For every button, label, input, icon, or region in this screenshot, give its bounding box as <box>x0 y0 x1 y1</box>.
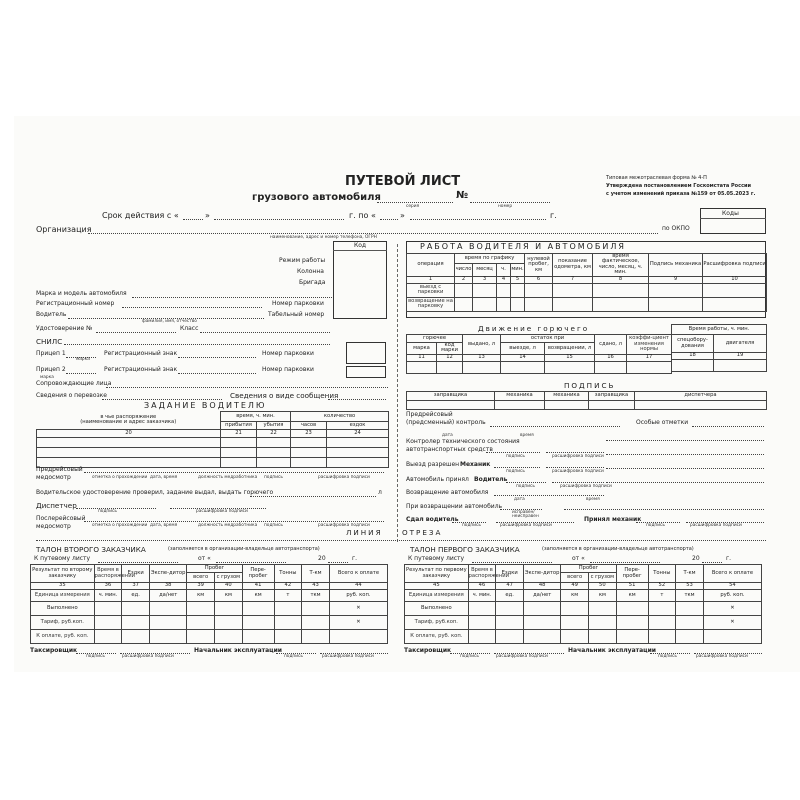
handed-driver-label: Сдал водитель <box>406 516 459 523</box>
trailer1-reg: Регистрационный знак <box>104 350 178 357</box>
signatures-title: ПОДПИСЬ <box>564 381 616 390</box>
escorts-label: Сопровождающие лица <box>36 380 112 387</box>
car-return-label: Возвращение автомобиля <box>406 489 489 496</box>
worktime-row <box>672 360 767 372</box>
coupon-title: ТАЛОН ВТОРОГО ЗАКАЗЧИКА <box>36 545 146 554</box>
form-line-1: Типовая межотраслевая форма № 4-П <box>606 175 707 181</box>
organization-label: Организация <box>36 225 92 234</box>
driver-hint: фамилия, имя, отчество <box>142 319 197 324</box>
fuel-title: Движение горючего <box>478 324 590 333</box>
controller-vehicles: автотранспортных средств <box>406 446 493 453</box>
code-box <box>333 241 387 319</box>
exit-allowed-label: Выезд разрешен <box>406 461 460 468</box>
cut-line-label: ЛИНИЯ <box>346 528 383 537</box>
on-return-label: При возвращении автомобиль <box>406 503 503 510</box>
x-mark-icon: ✕ <box>329 616 387 630</box>
coupon-cashier: Таксировщик <box>30 647 78 654</box>
coupon-table: Результат по второму заказчику Время в распоряжении Ездки Экспе-дитор Пробег Пере-пробег Тонны Т-км Всего к оплате всего с грузом 35 36 37 38 39 40 41 42 43 44 Единица измерения ч. мин. ед. да/нет км км км т ткм руб. коп. Выполнено ✕ Тариф, руб.коп. ✕ К оплате, руб. коп. <box>30 564 388 644</box>
task-row <box>37 458 389 468</box>
pretrip-control: (предсменный) контроль <box>406 419 486 426</box>
postmed-label: Послерейсовый <box>36 515 86 522</box>
driver-label: Водитель <box>36 311 67 318</box>
brigade-label: Бригада <box>299 279 326 286</box>
okpo-label: по ОКПО <box>662 225 690 232</box>
reg-number-label: Регистрационный номер <box>36 300 115 307</box>
code-label: Код <box>354 242 367 249</box>
work-table: операция время по графику нулевой пробег, км показание одометра, км время фактическое, число, месяц, ч. мин. Подпись механика Расшифровка подписи число месяц ч. мин. 1 2 3 4 5 6 7 8 9 10 выезд с парковки возвращение на парковку <box>408 253 766 310</box>
coupon-title: ТАЛОН ПЕРВОГО ЗАКАЗЧИКА <box>410 545 520 554</box>
coupon-to-list: К путевому листу <box>34 555 91 562</box>
coupon-to-list: К путевому листу <box>408 555 465 562</box>
snils-label: СНИЛС <box>36 337 63 346</box>
class-label: Класс <box>180 325 199 332</box>
trailer2-reg: Регистрационный знак <box>104 366 178 373</box>
received-mechanic-label: Принял механик <box>584 516 642 523</box>
task-table: в чье распоряжение (наименование и адрес заказчика) время, ч. мин. количество прибытия убытия часов ездок 20 21 22 23 24 <box>36 411 389 468</box>
codes-label: Коды <box>722 210 739 217</box>
work-mode-label: Режим работы <box>279 257 326 264</box>
fuel-row <box>407 361 672 373</box>
fuel-table: горючее выдано, л остаток при сдано, л коэффи-циент изменения нормы марка код марки выезде, л возвращении, л 11 12 13 14 15 16 17 <box>406 334 672 374</box>
coupon-head: Начальник эксплуатации <box>568 647 657 654</box>
worktime-table: Время работы, ч. мин. спецобору-дования двигателя 18 19 <box>671 324 767 372</box>
car-accepted-label: Автомобиль принял <box>406 476 469 483</box>
brand-label: Марка и модель автомобиля <box>36 290 127 297</box>
carrier-info-label: Сведения о перевозке <box>36 392 108 399</box>
license-label: Удостоверение № <box>36 325 93 332</box>
controller-label: Контролер технического состояния <box>406 438 520 445</box>
coupon-note: (заполняется в организации-владельце автотранспорта) <box>542 546 694 552</box>
signatures-table: заправщика механика механика заправщика диспетчера <box>406 391 767 410</box>
form-subtitle: грузового автомобиля <box>252 192 381 203</box>
message-info-label: Сведения о виде сообщения <box>230 391 339 400</box>
trailer2-mark: марка <box>40 375 54 380</box>
x-mark-icon: ✕ <box>703 602 761 616</box>
coupon-note: (заполняется в организации-владельце автотранспорта) <box>168 546 320 552</box>
cut-line-label-2: ОТРЕЗА <box>402 528 443 537</box>
task-row <box>37 448 389 458</box>
accepted-driver-label: Водитель <box>474 476 508 483</box>
premed-label: Предрейсовый <box>36 466 83 473</box>
form-line-3: с учетом изменений приказа №159 от 05.05.2023 г. <box>606 191 756 197</box>
work-title: РАБОТА ВОДИТЕЛЯ И АВТОМОБИЛЯ <box>420 242 626 251</box>
column-label: Колонна <box>297 268 324 275</box>
coupon-head: Начальник эксплуатации <box>194 647 283 654</box>
coupon-cashier: Таксировщик <box>404 647 452 654</box>
tab-number-label: Табельный номер <box>268 311 325 318</box>
dispatcher-label: Диспетчер <box>36 501 77 510</box>
license-check-label: Водительское удостоверение проверил, задание выдал, выдать горючего <box>36 489 274 496</box>
work-row-exit: выезд с парковки <box>407 283 767 297</box>
trailer2-label: Прицеп 2 <box>36 366 66 373</box>
x-mark-icon: ✕ <box>703 616 761 630</box>
trailer2-parking: Номер парковки <box>262 366 314 373</box>
coupon-table: Результат по первому заказчику Время в распоряжении Ездки Экспе-дитор Пробег Пере-пробег Тонны Т-км Всего к оплате всего с грузом 45 46 47 48 49 50 51 52 53 54 Единица измерения ч. мин. ед. да/нет км км км т ткм руб. коп. Выполнено ✕ Тариф, руб.коп. ✕ К оплате, руб. коп. <box>404 564 762 644</box>
series-label: серия <box>406 204 420 209</box>
form-title: ПУТЕВОЙ ЛИСТ <box>345 174 461 189</box>
postmed-medosmotr: медосмотр <box>36 523 71 530</box>
validity-to: г. по « <box>349 211 376 220</box>
signatures-row <box>407 401 767 410</box>
exit-mechanic-label: Механик <box>460 461 491 468</box>
form-line-2: Утверждена постановлением Госкомстата России <box>606 183 752 189</box>
organization-hint: наименование, адрес и номер телефона, ОГРН <box>270 235 377 240</box>
task-title: ЗАДАНИЕ ВОДИТЕЛЮ <box>144 401 267 410</box>
validity-end: г. <box>550 211 557 220</box>
work-row-return: возвращение на парковку <box>407 297 767 311</box>
parking-box-2 <box>346 366 386 378</box>
trailer1-mark: марка <box>76 357 90 362</box>
parking-number-label: Номер парковки <box>272 300 324 307</box>
parking-box-1 <box>346 342 386 364</box>
pretrip-label: Предрейсовый <box>406 411 453 418</box>
special-marks-label: Особые отметки <box>636 419 689 426</box>
validity-label: Срок действия с « <box>102 211 179 220</box>
premed-medosmotr: медосмотр <box>36 474 71 481</box>
number-sign: № <box>456 190 469 201</box>
x-mark-icon: ✕ <box>329 602 387 616</box>
task-row <box>37 438 389 448</box>
trailer1-parking: Номер парковки <box>262 350 314 357</box>
trailer1-label: Прицеп 1 <box>36 350 66 357</box>
number-label: номер <box>498 204 513 209</box>
